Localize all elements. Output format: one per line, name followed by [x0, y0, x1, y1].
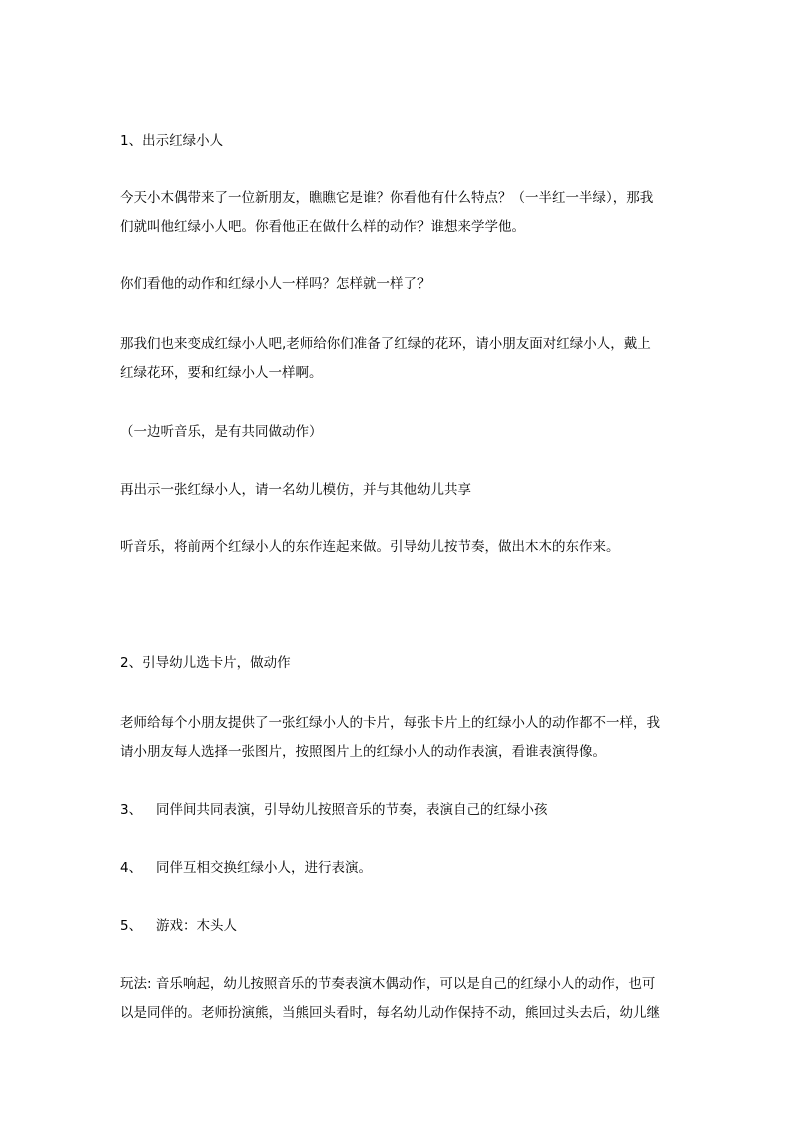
section-1-paragraph-3-line-2: 红绿花环，要和红绿小人一样啊。	[120, 365, 323, 381]
item-5-text: 游戏：木头人	[156, 918, 237, 934]
item-4-text: 同伴互相交换红绿小人，进行表演。	[156, 860, 372, 876]
item-3	[120, 802, 680, 818]
section-1-paragraph-1-line-1: 今天小木偶带来了一位新朋友，瞧瞧它是谁？你看他有什么特点？（一半红一半绿），那我	[120, 190, 654, 206]
section-2-paragraph-line-1: 老师给每个小朋友提供了一张红绿小人的卡片，每张卡片上的红绿小人的动作都不一样，我	[120, 715, 660, 731]
section-2-heading: 2、引导幼儿选卡片，做动作	[120, 655, 291, 671]
section-1-paragraph-4: （一边听音乐，是有共同做动作）	[120, 424, 323, 440]
section-2-paragraph-line-2: 请小朋友每人选择一张图片，按照图片上的红绿小人的动作表演，看谁表演得像。	[120, 744, 606, 760]
section-1-heading: 1、出示红绿小人	[120, 133, 224, 149]
play-rules-line-1: 玩法: 音乐响起，幼儿按照音乐的节奏表演木偶动作，可以是自己的红绿小人的动作，也可	[120, 976, 656, 992]
section-1-paragraph-2: 你们看他的动作和红绿小人一样吗？怎样就一样了？	[120, 276, 431, 292]
section-1-paragraph-5: 再出示一张红绿小人，请一名幼儿模仿，并与其他幼儿共享	[120, 482, 471, 498]
play-rules-line-2: 以是同伴的。老师扮演熊，当熊回头看时，每名幼儿动作保持不动，熊回过头去后，幼儿继	[120, 1005, 660, 1021]
item-3-text: 同伴间共同表演，引导幼儿按照音乐的节奏，表演自己的红绿小孩	[156, 802, 548, 818]
section-1-paragraph-6: 听音乐，将前两个红绿小人的东作连起来做。引导幼儿按节奏，做出木木的东作来。	[120, 539, 620, 555]
item-5	[120, 918, 680, 934]
item-3-number: 3、	[120, 802, 143, 818]
item-4	[120, 860, 680, 876]
item-5-number: 5、	[120, 918, 143, 934]
item-4-number: 4、	[120, 860, 143, 876]
section-1-paragraph-3-line-1: 那我们也来变成红绿小人吧,老师给你们准备了红绿的花环，请小朋友面对红绿小人，戴上	[120, 336, 651, 352]
section-1-paragraph-1-line-2: 们就叫他红绿小人吧。你看他正在做什么样的动作？谁想来学学他。	[120, 219, 525, 235]
